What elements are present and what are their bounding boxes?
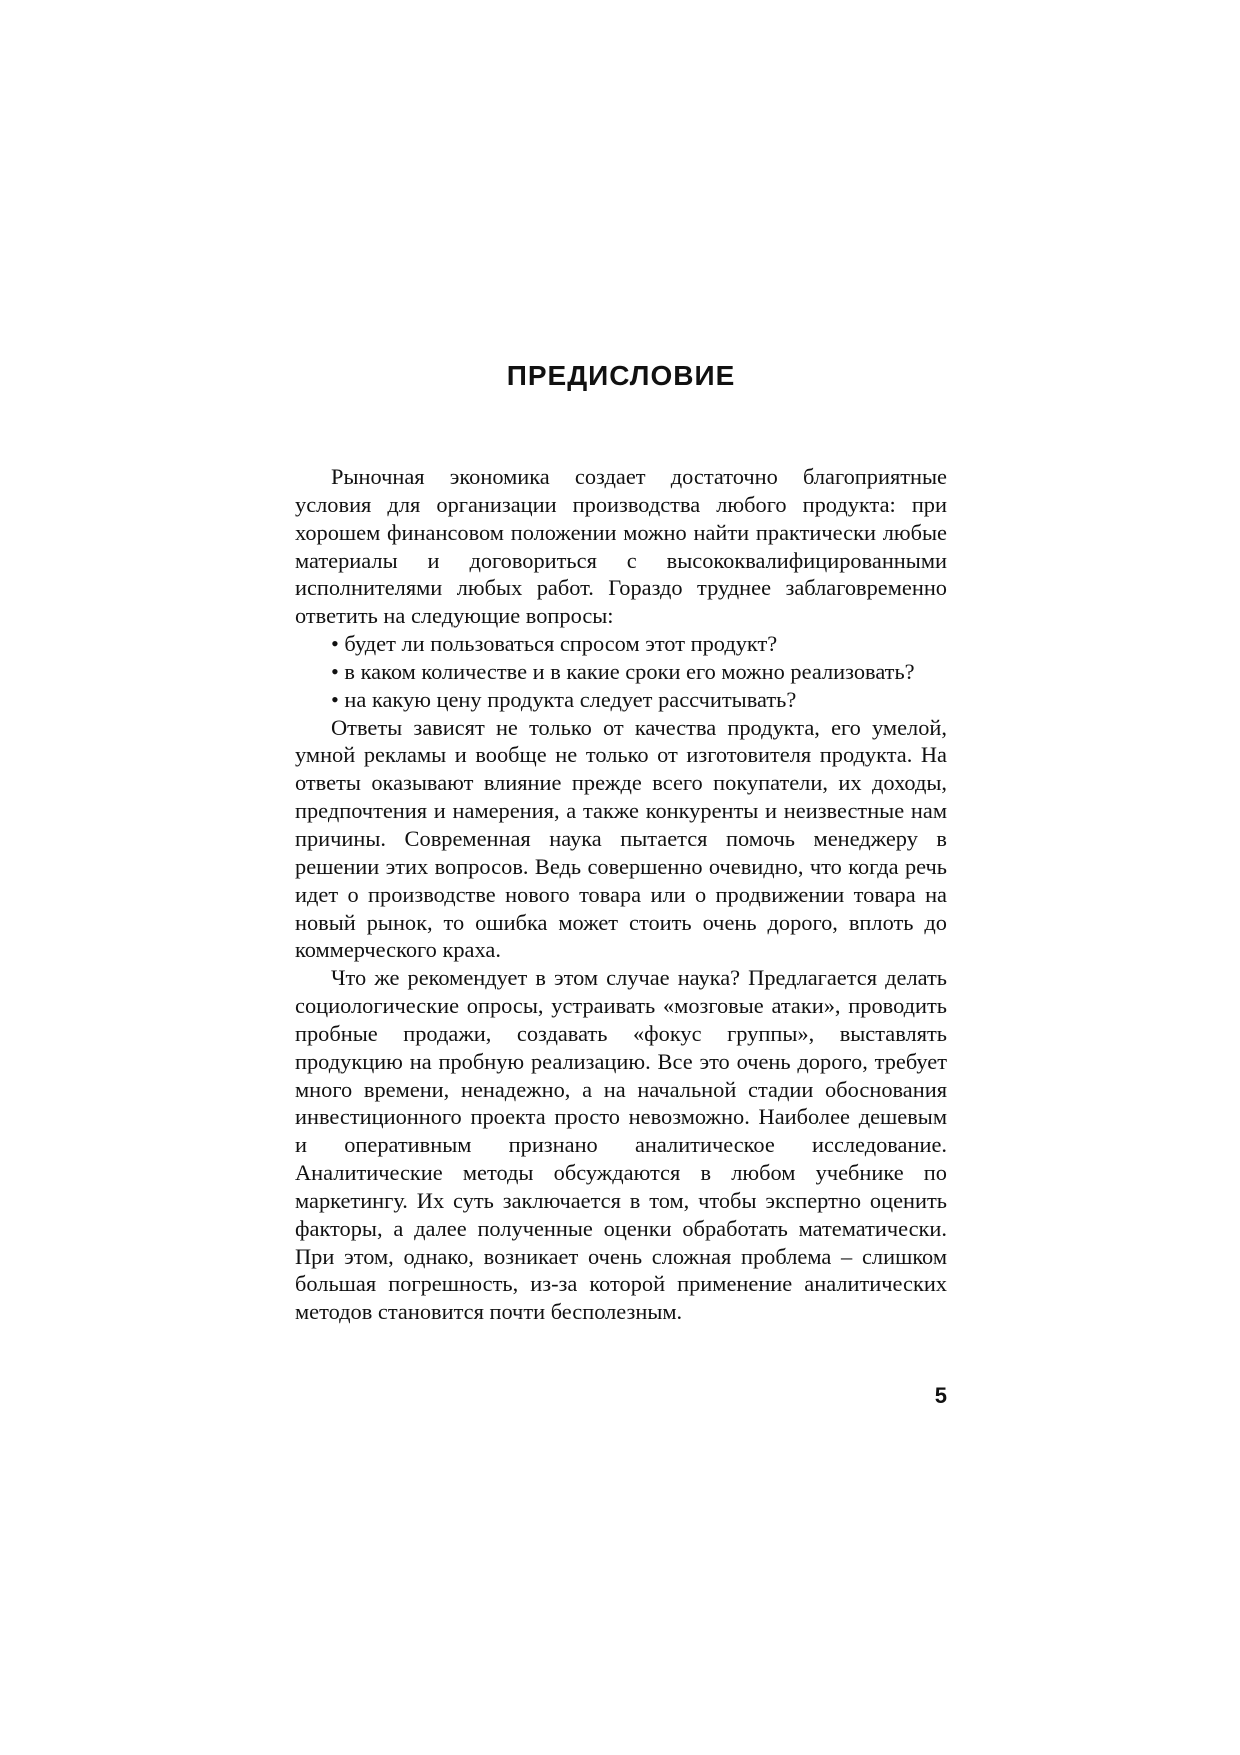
paragraph-intro: Рыночная экономика создает достаточно благоприятные условия для организации производства любого продукта: при хорошем финансовом положении можно найти практически любые материалы и договориться с высококвалифицированными исполнителями любых работ. Гораздо труднее заблаговременно ответить на следующие вопросы:	[295, 464, 947, 629]
bullet-item-demand: • будет ли пользоваться спросом этот продукт?	[331, 631, 778, 657]
bullet-item-price: • на какую цену продукта следует рассчитывать?	[331, 686, 797, 712]
body-text	[295, 463, 947, 1326]
paragraph-science: Что же рекомендует в этом случае наука? Предлагается делать социологические опросы, устраивать «мозговые атаки», проводить пробные продажи, создавать «фокус группы», выставлять продукцию на пробную реализацию. Все это очень дорого, требует много времени, ненадежно, а на начальной стадии обоснования инвестиционного проекта просто невозможно. Наиболее дешевым и оперативным признано аналитическое исследование. Аналитические методы обсуждаются в любом учебнике по маркетингу. Их суть заключается в том, чтобы экспертно оценить факторы, а далее полученные оценки обработать математически. При этом, однако, возникает очень сложная проблема – слишком большая погрешность, из-за которой применение аналитических методов становится почти бесполезным.	[295, 965, 947, 1325]
page-number: 5	[934, 1383, 947, 1408]
page-title: ПРЕДИСЛОВИЕ	[506, 360, 736, 391]
bullet-item-quantity: • в каком количестве и в какие сроки его можно реализовать?	[331, 658, 915, 684]
paragraph-answers: Ответы зависят не только от качества продукта, его умелой, умной рекламы и вообще не только от изготовителя продукта. На ответы оказывают влияние прежде всего покупатели, их доходы, предпочтения и намерения, а также конкуренты и неизвестные нам причины. Современная наука пытается помочь менеджеру в решении этих вопросов. Ведь совершенно очевидно, что когда речь идет о производстве нового товара или о продвижении товара на новый рынок, то ошибка может стоить очень дорого, вплоть до коммерческого краха.	[295, 714, 947, 963]
